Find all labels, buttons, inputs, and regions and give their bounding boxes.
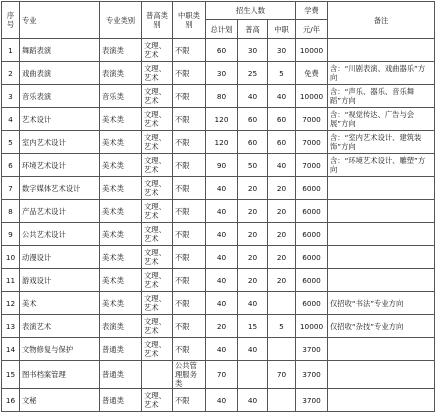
cell-major-category: 美术类 [100,154,142,177]
cell-tuition: 3700 [296,389,328,412]
cell-index: 1 [2,39,20,62]
cell-general-high: 30 [238,39,268,62]
cell-total-plan: 40 [206,338,238,361]
table-body [2,39,435,412]
table-row [2,62,435,85]
cell-major: 美术 [20,292,100,315]
cell-remarks: 含：“视觉传达、广告与会展”方向 [328,108,435,131]
cell-vocational: 5 [268,315,296,338]
cell-major: 图书档案管理 [20,361,100,389]
cell-vocational-category: 不限 [173,154,206,177]
cell-vocational-category: 不限 [173,62,206,85]
cell-remarks [328,223,435,246]
cell-major-category: 美术类 [100,223,142,246]
cell-tuition: 免费 [296,62,328,85]
cell-vocational-category: 不限 [173,108,206,131]
cell-major-category: 美术类 [100,177,142,200]
cell-general-high: 40 [238,338,268,361]
cell-major-category: 表演类 [100,39,142,62]
cell-vocational-category: 不限 [173,39,206,62]
table-row [2,246,435,269]
cell-general-category: 文理、艺术 [142,246,173,269]
cell-major-category: 普通类 [100,389,142,412]
cell-vocational: 20 [268,177,296,200]
cell-tuition: 3700 [296,361,328,389]
cell-vocational-category: 公共管理服务类 [173,361,206,389]
cell-vocational: 60 [268,131,296,154]
cell-index: 14 [2,338,20,361]
cell-general-category: 文理、艺术 [142,108,173,131]
cell-index: 9 [2,223,20,246]
col-header-general-category: 普高类别 [142,2,173,39]
cell-major-category: 普通类 [100,361,142,389]
cell-general-high: 50 [238,154,268,177]
cell-index: 2 [2,62,20,85]
cell-remarks: 含：“室内艺术设计、建筑装饰”方向 [328,131,435,154]
cell-index: 5 [2,131,20,154]
table-row [2,39,435,62]
cell-general-category: 文理、艺术 [142,223,173,246]
cell-tuition: 6000 [296,292,328,315]
cell-major: 环境艺术设计 [20,154,100,177]
cell-total-plan: 90 [206,154,238,177]
col-header-major-category: 专业类别 [100,2,142,39]
table-row [2,200,435,223]
cell-general-category: 文理、艺术 [142,269,173,292]
table-row [2,177,435,200]
cell-vocational-category: 不限 [173,200,206,223]
col-header-major: 专业 [20,2,100,39]
cell-general-high: 25 [238,62,268,85]
cell-vocational: 40 [268,154,296,177]
cell-tuition: 6000 [296,246,328,269]
cell-index: 8 [2,200,20,223]
cell-tuition: 10000 [296,85,328,108]
table-row [2,315,435,338]
col-header-vocational-category: 中职类别 [173,2,206,39]
cell-major: 动漫设计 [20,246,100,269]
cell-vocational-category: 不限 [173,269,206,292]
cell-remarks: 仅招收“杂技”专业方向 [328,315,435,338]
cell-vocational-category: 不限 [173,223,206,246]
cell-general-high: 20 [238,177,268,200]
cell-general-category: 文理、艺术 [142,389,173,412]
table-row [2,108,435,131]
cell-tuition: 7000 [296,108,328,131]
cell-general-high [238,361,268,389]
col-header-tuition: 学费 [296,2,328,20]
cell-tuition: 7000 [296,154,328,177]
cell-remarks [328,246,435,269]
cell-major: 艺术设计 [20,108,100,131]
cell-total-plan: 40 [206,200,238,223]
table-row [2,269,435,292]
cell-vocational-category: 不限 [173,338,206,361]
table-row [2,389,435,412]
enrollment-table [1,1,435,412]
cell-vocational [268,389,296,412]
cell-remarks [328,269,435,292]
cell-general-high: 40 [238,389,268,412]
cell-major: 室内艺术设计 [20,131,100,154]
cell-vocational: 30 [268,39,296,62]
cell-remarks [328,39,435,62]
cell-index: 7 [2,177,20,200]
cell-tuition: 6000 [296,177,328,200]
cell-tuition: 6000 [296,223,328,246]
cell-major: 产品艺术设计 [20,200,100,223]
cell-major-category: 美术类 [100,246,142,269]
cell-vocational: 20 [268,246,296,269]
cell-total-plan: 120 [206,108,238,131]
cell-tuition: 6000 [296,269,328,292]
cell-remarks [328,389,435,412]
cell-total-plan: 120 [206,131,238,154]
cell-total-plan: 70 [206,361,238,389]
cell-major: 文物修复与保护 [20,338,100,361]
cell-tuition: 6000 [296,200,328,223]
cell-general-high: 60 [238,131,268,154]
cell-remarks: 仅招收“书法”专业方向 [328,292,435,315]
cell-general-category: 文理、艺术 [142,292,173,315]
cell-general-category: 文理、艺术 [142,85,173,108]
cell-index: 12 [2,292,20,315]
cell-index: 6 [2,154,20,177]
cell-vocational: 20 [268,223,296,246]
col-header-total-plan: 总计划 [206,20,238,39]
cell-major-category: 普通类 [100,338,142,361]
cell-tuition: 10000 [296,39,328,62]
cell-general-category: 文理、艺术 [142,177,173,200]
cell-total-plan: 20 [206,315,238,338]
cell-general-category: 文理、艺术 [142,200,173,223]
col-header-general-high: 普高 [238,20,268,39]
cell-major-category: 美术类 [100,292,142,315]
cell-major: 文秘 [20,389,100,412]
cell-vocational-category: 不限 [173,292,206,315]
cell-vocational: 5 [268,62,296,85]
cell-vocational [268,292,296,315]
table-row [2,223,435,246]
cell-index: 16 [2,389,20,412]
cell-vocational-category: 不限 [173,246,206,269]
cell-major-category: 表演类 [100,315,142,338]
table-row [2,154,435,177]
cell-general-high: 20 [238,269,268,292]
cell-general-high: 15 [238,315,268,338]
cell-vocational-category: 不限 [173,315,206,338]
cell-tuition: 3700 [296,338,328,361]
cell-general-high: 40 [238,85,268,108]
cell-index: 10 [2,246,20,269]
cell-major-category: 美术类 [100,200,142,223]
cell-vocational: 20 [268,200,296,223]
cell-general-category: 文理、艺术 [142,62,173,85]
cell-general-category: 文理、艺术 [142,131,173,154]
cell-index: 3 [2,85,20,108]
col-header-remarks: 备注 [328,2,435,39]
cell-major-category: 美术类 [100,269,142,292]
cell-major-category: 美术类 [100,108,142,131]
cell-tuition: 7000 [296,131,328,154]
cell-index: 15 [2,361,20,389]
cell-remarks [328,361,435,389]
cell-major-category: 美术类 [100,131,142,154]
table-row [2,361,435,389]
col-header-enrollment: 招生人数 [206,2,296,20]
cell-general-high: 20 [238,200,268,223]
cell-vocational [268,338,296,361]
cell-major: 舞蹈表演 [20,39,100,62]
cell-total-plan: 40 [206,246,238,269]
cell-remarks: 含：“环境艺术设计、雕塑”方向 [328,154,435,177]
cell-total-plan: 40 [206,292,238,315]
cell-total-plan: 80 [206,85,238,108]
cell-total-plan: 60 [206,39,238,62]
cell-general-category: 文理、艺术 [142,154,173,177]
cell-vocational: 70 [268,361,296,389]
cell-general-high: 40 [238,292,268,315]
cell-major: 游戏设计 [20,269,100,292]
cell-major: 音乐表演 [20,85,100,108]
cell-index: 13 [2,315,20,338]
cell-major: 戏曲表演 [20,62,100,85]
cell-general-category: 文理、艺术 [142,315,173,338]
cell-remarks [328,200,435,223]
cell-general-high: 60 [238,108,268,131]
cell-index: 4 [2,108,20,131]
cell-vocational-category: 不限 [173,389,206,412]
cell-major: 数字媒体艺术设计 [20,177,100,200]
cell-general-category: 文理、艺术 [142,39,173,62]
cell-vocational: 60 [268,108,296,131]
cell-vocational: 40 [268,85,296,108]
table-row [2,292,435,315]
cell-remarks [328,338,435,361]
cell-major: 公共艺术设计 [20,223,100,246]
col-header-index: 序号 [2,2,20,39]
cell-total-plan: 40 [206,223,238,246]
cell-vocational-category: 不限 [173,177,206,200]
cell-index: 11 [2,269,20,292]
cell-major: 表演艺术 [20,315,100,338]
cell-major-category: 表演类 [100,62,142,85]
cell-vocational-category: 不限 [173,131,206,154]
cell-general-high: 20 [238,246,268,269]
cell-vocational: 20 [268,269,296,292]
cell-general-category [142,361,173,389]
header-row-1 [2,2,435,20]
col-header-tuition-unit: 元/年 [296,20,328,39]
table-row [2,85,435,108]
cell-total-plan: 40 [206,269,238,292]
cell-total-plan: 40 [206,389,238,412]
cell-total-plan: 40 [206,177,238,200]
cell-general-category: 文理、艺术 [142,338,173,361]
cell-remarks: 含：“声乐、器乐、音乐舞蹈”方向 [328,85,435,108]
cell-remarks: 含：“川剧表演、戏曲器乐”方向 [328,62,435,85]
table-row [2,338,435,361]
cell-major-category: 音乐类 [100,85,142,108]
cell-total-plan: 30 [206,62,238,85]
table-row [2,131,435,154]
cell-general-high: 20 [238,223,268,246]
cell-tuition: 10000 [296,315,328,338]
cell-vocational-category: 不限 [173,85,206,108]
cell-remarks [328,177,435,200]
col-header-vocational: 中职 [268,20,296,39]
